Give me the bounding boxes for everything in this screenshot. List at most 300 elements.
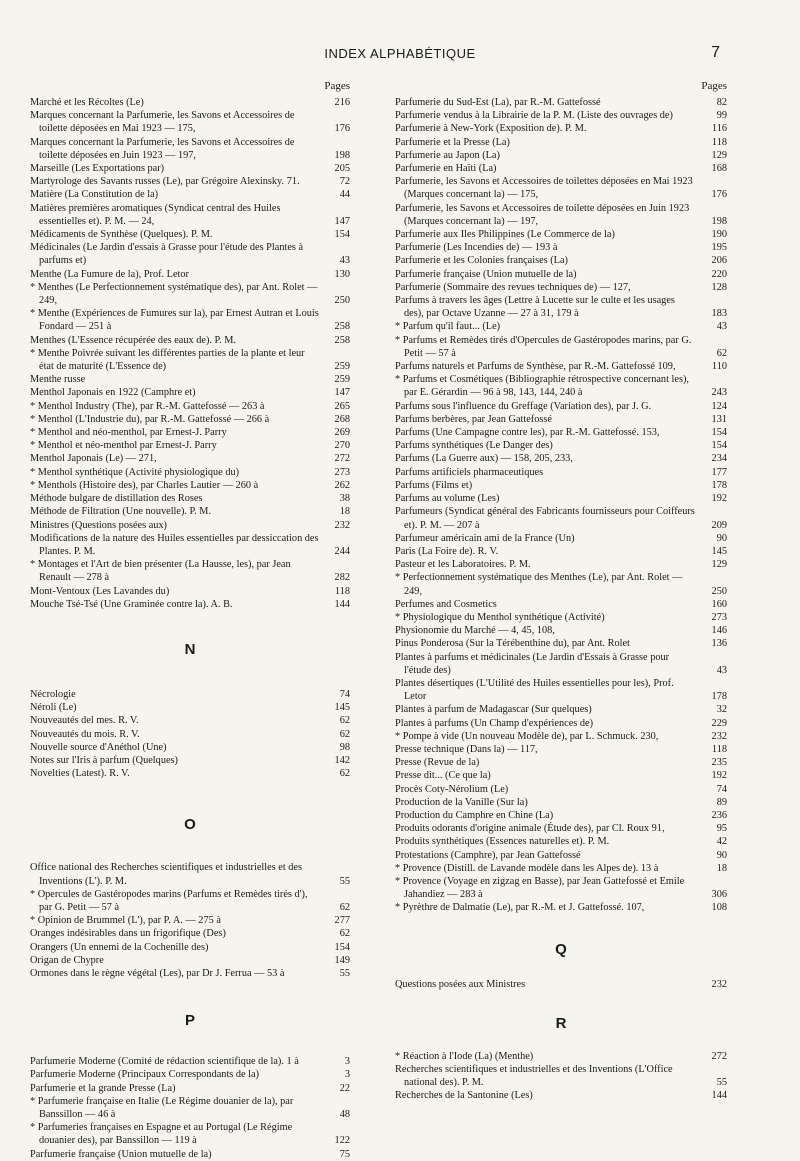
entry-text: Parfumerie au Japon (La)	[395, 149, 500, 161]
entry-text: * Provence (Distill. de Lavande modèle dans les Alpes de). 13 à	[395, 862, 659, 874]
entry-page: 192	[711, 493, 727, 505]
index-entry	[30, 1121, 350, 1147]
index-entry	[395, 505, 727, 531]
entry-page: 43	[716, 321, 727, 333]
entry-page: 18	[716, 862, 727, 874]
index-entry	[395, 1050, 727, 1063]
entry-page: 220	[711, 268, 727, 280]
entry-text: Notes sur l'Iris à parfum (Quelques)	[30, 754, 178, 766]
entry-text: Parfumerie, les Savons et Accessoires de toilette déposées en Juin 1923 (Marques concernant la) — 197,	[395, 202, 690, 227]
index-entry	[30, 452, 350, 465]
entry-page: 232	[711, 978, 727, 990]
index-entry	[30, 162, 350, 175]
index-entry	[395, 624, 727, 637]
entry-text: Oranges indésirables dans un frigorifique (Des)	[30, 928, 226, 940]
entry-page: 122	[334, 1135, 350, 1147]
entry-page: 131	[711, 413, 727, 425]
index-entry	[30, 1095, 350, 1121]
entry-text: Mont-Ventoux (Les Lavandes du)	[30, 585, 170, 597]
index-entry	[30, 888, 350, 914]
index-entry	[30, 400, 350, 413]
index-entry	[395, 413, 727, 426]
section-O	[30, 861, 350, 980]
index-entry	[395, 875, 727, 901]
index-entry	[395, 400, 727, 413]
index-entry	[395, 228, 727, 241]
entry-page: 144	[334, 598, 350, 610]
entry-page: 190	[711, 229, 727, 241]
entry-text: Parfumerie, les Savons et Accessoires de toilettes déposées en Mai 1923 (Marques concernant la) — 175,	[395, 176, 693, 201]
index-entry	[30, 532, 350, 558]
entry-text: Plantes à parfum de Madagascar (Sur quelques)	[395, 704, 592, 716]
index-entry	[30, 688, 350, 701]
entry-page: 154	[334, 229, 350, 241]
index-entry	[30, 426, 350, 439]
index-entry	[395, 439, 727, 452]
entry-text: Parfumeur américain ami de la France (Un)	[395, 532, 575, 544]
entry-page: 272	[711, 1050, 727, 1062]
entry-text: Parfums à travers les âges (Lettre à Lucette sur le culte et les usages des), par Octave Uzanne — 27 à 31, 179 à	[395, 295, 675, 320]
index-entry	[30, 954, 350, 967]
index-entry	[395, 466, 727, 479]
entry-page: 206	[711, 255, 727, 267]
entry-text: Médicinales (Le Jardin d'essais à Grasse pour l'étude des Plantes à parfums et)	[30, 242, 304, 267]
entry-text: Menthe (La Fumure de la), Prof. Letor	[30, 268, 189, 280]
entry-text: Production de la Vanille (Sur la)	[395, 796, 528, 808]
section-R	[395, 1050, 727, 1103]
entry-page: 3	[344, 1069, 350, 1081]
entry-page: 44	[339, 189, 350, 201]
entry-page: 145	[711, 545, 727, 557]
index-entry	[395, 96, 727, 109]
entry-text: Parfumerie vendus à la Librairie de la P. M. (Liste des ouvrages de)	[395, 110, 673, 122]
index-entry	[30, 701, 350, 714]
entry-text: * Montages et l'Art de bien présenter (La Hausse, les), par Jean Renault — 278 à	[30, 559, 291, 584]
index-entry	[395, 1063, 727, 1089]
index-entry	[30, 479, 350, 492]
entry-page: 62	[339, 715, 350, 727]
index-entry	[395, 479, 727, 492]
index-entry	[395, 703, 727, 716]
left-column	[30, 78, 350, 1161]
entry-page: 154	[711, 427, 727, 439]
entry-text: Martyrologe des Savants russes (Le), par Grégoire Alexinsky. 71.	[30, 176, 300, 188]
entry-page: 136	[711, 638, 727, 650]
entry-text: Menthe russe	[30, 374, 86, 386]
index-entry	[395, 862, 727, 875]
entry-page: 110	[711, 361, 727, 373]
entry-page: 62	[339, 928, 350, 940]
entry-page: 176	[711, 189, 727, 201]
entry-page: 43	[716, 664, 727, 676]
entry-page: 42	[716, 836, 727, 848]
entry-page: 147	[334, 387, 350, 399]
section-P-left	[30, 1055, 350, 1161]
entry-text: * Menthe Poivrée suivant les différentes parties de la plante et leur état de maturité (L'Essence de)	[30, 347, 305, 373]
index-entry	[30, 281, 350, 307]
entry-text: * Parfumerie française en Italie (Le Régime douanier de la), par Banssillon — 46 à	[30, 1095, 294, 1120]
entry-page: 273	[711, 611, 727, 623]
entry-page: 55	[339, 967, 350, 979]
entry-text: Physionomie du Marché — 4, 45, 108,	[395, 625, 555, 637]
index-entry	[30, 767, 350, 780]
entry-text: Méthode bulgare de distillation des Roses	[30, 493, 203, 505]
entry-text: Office national des Recherches scientifiques et industrielles et des Inventions (L'). P. M.	[30, 862, 303, 887]
index-entry	[395, 558, 727, 571]
index-entry	[30, 466, 350, 479]
entry-text: * Menthe (Expériences de Fumures sur la), par Ernest Autran et Louis Fondard — 251 à	[30, 308, 319, 333]
entry-text: Parfumerie et la Presse (La)	[395, 136, 510, 148]
section-M	[30, 96, 350, 611]
entry-text: * Opinion de Brummel (L'), par P. A. — 275 à	[30, 915, 221, 927]
entry-page: 259	[334, 361, 350, 373]
entry-text: * Menthol synthétique (Activité physiologique du)	[30, 466, 240, 478]
entry-page: 95	[716, 823, 727, 835]
entry-text: Parfumeurs (Syndicat général des Fabricants fournisseurs pour Coiffeurs et). P. M. — 207 à	[395, 506, 695, 531]
entry-page: 74	[339, 688, 350, 700]
index-entry	[30, 741, 350, 754]
entry-text: * Menthol et néo-menthol par Ernest-J. Parry	[30, 440, 217, 452]
entry-page: 243	[711, 387, 727, 399]
entry-text: Parfums artificiels pharmaceutiques	[395, 466, 544, 478]
index-entry	[30, 334, 350, 347]
entry-text: Parfumerie à New-York (Exposition de). P. M.	[395, 123, 587, 135]
entry-text: Protestations (Camphre), par Jean Gattefossé	[395, 849, 581, 861]
entry-page: 18	[339, 506, 350, 518]
entry-page: 178	[711, 479, 727, 491]
index-entry	[395, 281, 727, 294]
entry-text: Marché et les Récoltes (Le)	[30, 97, 144, 108]
entry-page: 282	[334, 572, 350, 584]
entry-text: Mouche Tsé-Tsé (Une Graminée contre la). A. B.	[30, 598, 233, 610]
entry-text: * Pyrèthre de Dalmatie (Le), par R.-M. et J. Gattefossé. 107,	[395, 902, 645, 914]
entry-text: * Pompe à vide (Un nouveau Modèle de), par L. Schmuck. 230,	[395, 730, 659, 742]
index-entry	[30, 505, 350, 518]
index-entry	[395, 373, 727, 399]
index-entry	[395, 241, 727, 254]
entry-text: Matières premières aromatiques (Syndicat central des Huiles essentielles et). P. M. — 24,	[30, 202, 281, 227]
entry-text: * Physiologique du Menthol synthétique (Activité)	[395, 611, 605, 623]
entry-page: 55	[339, 875, 350, 887]
entry-page: 89	[716, 796, 727, 808]
entry-page: 118	[711, 743, 727, 755]
index-entry	[30, 754, 350, 767]
index-entry	[395, 122, 727, 135]
index-entry	[30, 585, 350, 598]
pages-heading: Pages	[324, 80, 350, 92]
entry-page: 129	[711, 559, 727, 571]
index-entry	[395, 756, 727, 769]
letter-heading-Q: Q	[555, 940, 567, 958]
index-entry	[30, 927, 350, 940]
index-entry	[395, 532, 727, 545]
entry-page: 90	[716, 849, 727, 861]
index-entry	[30, 109, 350, 135]
entry-text: Parfums au volume (Les)	[395, 493, 500, 505]
entry-page: 98	[339, 741, 350, 753]
index-entry	[30, 188, 350, 201]
entry-text: Parfumerie française (Union mutuelle de la)	[395, 268, 577, 280]
entry-text: Nouveautés du mois. R. V.	[30, 728, 140, 740]
letter-heading-O: O	[184, 816, 196, 834]
letter-heading-N: N	[184, 640, 196, 658]
entry-text: Procès Coty-Nérolium (Le)	[395, 783, 509, 795]
entry-page: 235	[711, 757, 727, 769]
section-N	[30, 688, 350, 780]
entry-page: 82	[716, 97, 727, 108]
entry-page: 198	[334, 149, 350, 161]
index-entry	[30, 347, 350, 373]
index-entry	[30, 386, 350, 399]
entry-page: 268	[334, 413, 350, 425]
entry-text: Parfumerie et la grande Presse (La)	[30, 1082, 176, 1094]
index-entry	[395, 637, 727, 650]
entry-page: 258	[334, 321, 350, 333]
index-entry	[395, 268, 727, 281]
entry-page: 177	[711, 466, 727, 478]
index-entry	[30, 175, 350, 188]
index-entry	[30, 598, 350, 611]
entry-page: 229	[711, 717, 727, 729]
entry-page: 62	[339, 901, 350, 913]
index-entry	[395, 598, 727, 611]
index-entry	[30, 413, 350, 426]
index-entry	[30, 373, 350, 386]
index-entry	[30, 307, 350, 333]
entry-text: Paris (La Foire de). R. V.	[395, 545, 499, 557]
entry-page: 205	[334, 163, 350, 175]
entry-page: 118	[711, 136, 727, 148]
index-entry	[395, 978, 727, 991]
entry-text: Matière (La Constitution de la)	[30, 189, 159, 201]
entry-page: 168	[711, 163, 727, 175]
entry-text: Médicaments de Synthèse (Quelques). P. M.	[30, 229, 213, 241]
entry-page: 144	[711, 1090, 727, 1102]
page-header	[0, 44, 800, 64]
index-entry	[30, 519, 350, 532]
index-entry	[395, 320, 727, 333]
index-entry	[395, 1089, 727, 1102]
right-column	[395, 78, 727, 1103]
entry-page: 90	[716, 532, 727, 544]
index-entry	[30, 1082, 350, 1095]
entry-text: Parfumerie Moderne (Principaux Correspondants de la)	[30, 1069, 260, 1081]
index-entry	[30, 1055, 350, 1068]
index-entry	[30, 268, 350, 281]
entry-page: 48	[339, 1108, 350, 1120]
entry-page: 198	[711, 215, 727, 227]
letter-heading-P: P	[184, 1012, 195, 1030]
entry-page: 306	[711, 889, 727, 901]
index-entry	[395, 162, 727, 175]
entry-text: Menthol Japonais (Le) — 271,	[30, 453, 157, 465]
index-entry	[395, 492, 727, 505]
index-entry	[30, 202, 350, 228]
entry-text: Questions posées aux Ministres	[395, 978, 526, 990]
entry-text: Ormones dans le règne végétal (Les), par Dr J. Ferrua — 53 à	[30, 967, 285, 979]
entry-text: * Parfum qu'il faut... (Le)	[395, 321, 501, 333]
entry-text: Pasteur et les Laboratoires. P. M.	[395, 559, 531, 571]
entry-text: Parfums (La Guerre aux) — 158, 205, 233,	[395, 453, 573, 465]
entry-text: Parfumerie aux Iles Philippines (Le Commerce de la)	[395, 229, 615, 241]
entry-page: 277	[334, 915, 350, 927]
entry-page: 265	[334, 400, 350, 412]
section-P-right	[395, 96, 727, 915]
entry-page: 55	[716, 1077, 727, 1089]
entry-text: Parfums (Une Campagne contre les), par R.-M. Gattefossé. 153,	[395, 427, 660, 439]
entry-page: 129	[711, 149, 727, 161]
index-entry	[30, 136, 350, 162]
index-entry	[395, 717, 727, 730]
entry-page: 216	[334, 97, 350, 108]
index-entry	[395, 360, 727, 373]
entry-page: 116	[711, 123, 727, 135]
index-entry	[395, 254, 727, 267]
entry-text: Modifications de la nature des Huiles essentielles par dessiccation des Plantes. P. M.	[30, 532, 319, 557]
entry-text: Plantes à parfums et médicinales (Le Jardin d'Essais à Grasse pour l'étude des)	[395, 651, 670, 676]
entry-text: Parfums sous l'influence du Greffage (Variation des), par J. G.	[395, 400, 652, 412]
entry-text: * Réaction à l'Iode (La) (Menthe)	[395, 1050, 534, 1062]
index-entry	[30, 96, 350, 109]
entry-page: 178	[711, 691, 727, 703]
index-entry	[30, 967, 350, 980]
entry-page: 99	[716, 110, 727, 122]
index-entry	[395, 611, 727, 624]
entry-page: 183	[711, 308, 727, 320]
entry-page: 147	[334, 215, 350, 227]
entry-page: 232	[334, 519, 350, 531]
entry-page: 62	[716, 347, 727, 359]
entry-page: 154	[711, 440, 727, 452]
letter-heading-R: R	[555, 1014, 567, 1032]
entry-page: 250	[334, 295, 350, 307]
entry-text: * Perfectionnement systématique des Menthes (Le), par Ant. Rolet — 249,	[395, 572, 683, 597]
entry-page: 195	[711, 242, 727, 254]
index-title: INDEX ALPHABÉTIQUE	[324, 46, 476, 61]
entry-page: 3	[344, 1056, 350, 1068]
entry-text: * Parfums et Cosmétiques (Bibliographie rétrospective concernant les), par E. Gérardin — 96 à 98, 143, 144, 240 à	[395, 374, 689, 399]
entry-text: Parfumerie (Les Incendies de) — 193 à	[395, 242, 558, 254]
section-Q	[395, 978, 727, 991]
entry-text: Néroli (Le)	[30, 702, 77, 714]
index-entry	[30, 861, 350, 887]
index-entry	[30, 558, 350, 584]
entry-text: Parfums (Films et)	[395, 479, 473, 491]
entry-text: Parfumerie et les Colonies françaises (La)	[395, 255, 568, 267]
entry-text: Marques concernant la Parfumerie, les Savons et Accessoires de toilette déposées en Mai 1923 — 175,	[30, 110, 295, 135]
entry-page: 62	[339, 728, 350, 740]
entry-text: Plantes à parfums (Un Champ d'expériences de)	[395, 717, 594, 729]
entry-page: 209	[711, 519, 727, 531]
index-entry	[395, 452, 727, 465]
entry-text: * Menthols (Histoire des), par Charles Lautier — 260 à	[30, 479, 259, 491]
index-entry	[30, 228, 350, 241]
entry-text: Produits synthétiques (Essences naturelles et). P. M.	[395, 836, 610, 848]
entry-page: 75	[339, 1148, 350, 1160]
index-entry	[30, 714, 350, 727]
index-entry	[395, 109, 727, 122]
entry-text: Produits odorants d'origine animale (Étude des), par Cl. Roux 91,	[395, 823, 665, 835]
entry-page: 124	[711, 400, 727, 412]
index-entry	[30, 1148, 350, 1161]
entry-page: 250	[711, 585, 727, 597]
entry-text: Ministres (Questions posées aux)	[30, 519, 167, 531]
entry-text: Recherches scientifiques et industrielles et des Inventions (L'Office national des). P. M.	[395, 1064, 673, 1089]
entry-text: Novelties (Latest). R. V.	[30, 768, 130, 780]
index-entry	[395, 769, 727, 782]
index-entry	[395, 294, 727, 320]
index-entry	[30, 914, 350, 927]
entry-page: 130	[334, 268, 350, 280]
entry-text: * Menthol (L'Industrie du), par R.-M. Gattefossé — 266 à	[30, 413, 270, 425]
entry-page: 244	[334, 545, 350, 557]
entry-page: 146	[711, 625, 727, 637]
entry-page: 72	[339, 176, 350, 188]
entry-page: 74	[716, 783, 727, 795]
entry-text: Production du Camphre en Chine (La)	[395, 809, 554, 821]
entry-text: * Parfums et Remèdes tirés d'Opercules de Gastéropodes marins, par G. Petit — 57 à	[395, 334, 692, 359]
entry-text: Nouveautés del mes. R. V.	[30, 715, 139, 727]
index-entry	[395, 175, 727, 201]
entry-text: * Parfumeries françaises en Espagne et au Portugal (Le Régime douanier des), par Banssillon — 119 à	[30, 1122, 293, 1147]
entry-text: Menthes (L'Essence récupérée des eaux de). P. M.	[30, 334, 236, 346]
entry-page: 145	[334, 702, 350, 714]
entry-text: Parfumerie Moderne (Comité de rédaction scientifique de la). 1 à	[30, 1056, 299, 1068]
index-entry	[30, 439, 350, 452]
entry-page: 142	[334, 754, 350, 766]
entry-page: 38	[339, 493, 350, 505]
index-entry	[395, 783, 727, 796]
entry-text: Marques concernant la Parfumerie, les Savons et Accessoires de toilette déposées en Juin 1923 — 197,	[30, 136, 295, 161]
entry-text: Orangers (Un ennemi de la Cochenille des)	[30, 941, 209, 953]
index-entry	[395, 901, 727, 914]
entry-page: 43	[339, 255, 350, 267]
entry-text: Menthol Japonais en 1922 (Camphre et)	[30, 387, 196, 399]
entry-text: Parfumerie (Sommaire des revues techniques de) — 127,	[395, 281, 631, 293]
entry-text: Nouvelle source d'Anéthol (Une)	[30, 741, 167, 753]
index-entry	[395, 545, 727, 558]
entry-page: 234	[711, 453, 727, 465]
page-number: 7	[711, 44, 720, 61]
entry-text: * Provence (Voyage en zigzag en Basse), par Jean Gattefossé et Emile Jahandiez — 283 à	[395, 875, 685, 901]
entry-text: * Menthol Industry (The), par R.-M. Gattefossé — 263 à	[30, 400, 265, 412]
index-entry	[395, 136, 727, 149]
entry-page: 22	[339, 1082, 350, 1094]
entry-page: 269	[334, 427, 350, 439]
entry-text: Recherches de la Santonine (Les)	[395, 1090, 533, 1102]
index-entry	[395, 835, 727, 848]
index-entry	[395, 651, 727, 677]
entry-page: 273	[334, 466, 350, 478]
entry-text: * Menthes (Le Perfectionnement systématique des), par Ant. Rolet — 249,	[30, 281, 318, 307]
entry-text: Parfums berbères, par Jean Gattefossé	[395, 413, 552, 425]
index-entry	[395, 849, 727, 862]
entry-text: Nécrologie	[30, 688, 76, 700]
entry-text: Presse technique (Dans la) — 117,	[395, 743, 538, 755]
entry-page: 236	[711, 809, 727, 821]
entry-page: 160	[711, 598, 727, 610]
entry-page: 154	[334, 941, 350, 953]
entry-page: 118	[334, 585, 350, 597]
entry-text: Méthode de Filtration (Une nouvelle). P. M.	[30, 506, 212, 518]
entry-text: * Menthol and néo-menthol, par Ernest-J. Parry	[30, 427, 227, 439]
entry-page: 149	[334, 954, 350, 966]
index-entry	[395, 809, 727, 822]
entry-page: 232	[711, 730, 727, 742]
entry-page: 32	[716, 704, 727, 716]
entry-page: 176	[334, 123, 350, 135]
index-entry	[395, 822, 727, 835]
